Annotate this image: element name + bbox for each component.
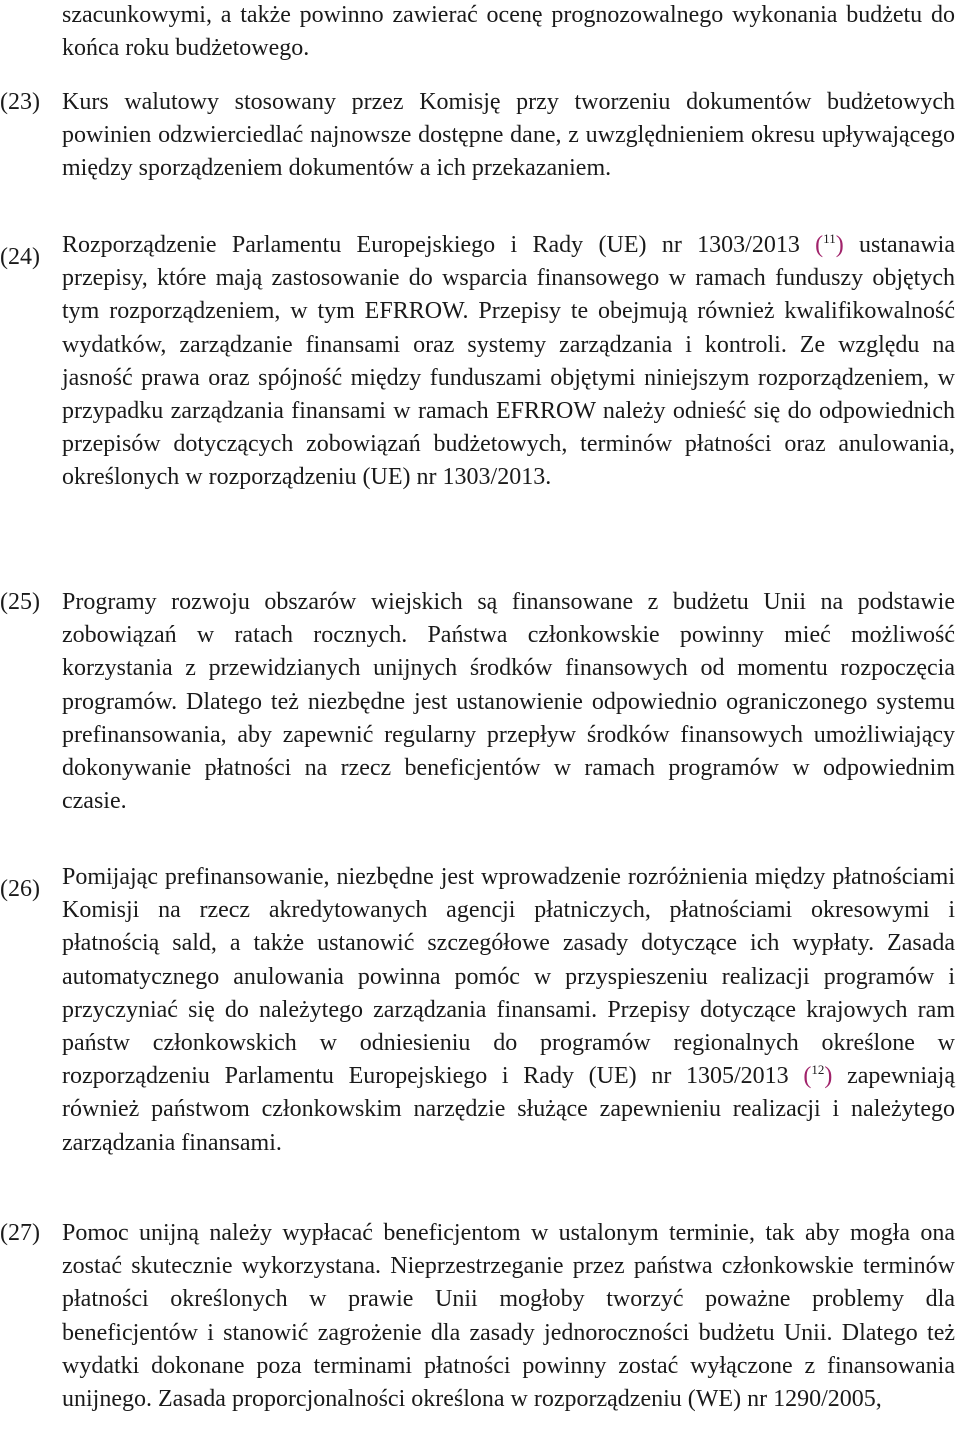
recital-text: Rozporządzenie Parlamentu Europejskiego i Rady (UE) nr 1303/2013 ($^{11}$) ustanawia przepisy, które mają zastosowanie do wsparcia finansowego w ramach funduszy objętych tym rozporządzeniem, w tym EFRROW. Przepisy te obejmują również kwalifikowalność wydatków, zarządzanie finansami oraz systemy zarządzania i kontroli. Ze względu na jasność prawa oraz spójność między funduszami objętymi niniejszym rozporządzeniem, w przypadku zarządzania finansami w ramach EFRROW należy odnieść się do odpowiednich przepisów dotyczących zobowiązań budżetowych, terminów płatności oraz anulowania, określonych w rozporządzeniu (UE) nr 1303/2013. xyxy=(62,231,956,491)
recital-number: (25) xyxy=(0,589,40,615)
recital-number: (27) xyxy=(0,1220,40,1246)
recital-text-part: zapewniają również państwom członkowskim narzędzie służące zapewnieniu realizacji i należytego zarządzania finansami. xyxy=(62,1063,955,1156)
recital-text-part: Rozporządzenie Parlamentu Europejskiego i Rady (UE) nr 1303/2013 xyxy=(62,232,816,258)
recital-text: Pomijając prefinansowanie, niezbędne jest wprowadzenie rozróżnienia między płatnościami Komisji na rzecz akredytowanych agencji płatniczych, płatnościami okresowymi i płatnością sald, a także ustanowić szczegółowe zasady dotyczące ich wypłaty. Zasada automatycznego anulowania powinna pomóc w przyspieszeniu realizacji programów i przyczyniać się do należytego zarządzania finansami. Przepisy dotyczące krajowych ram państw członkowskich w odniesieniu do programów regionalnych określone w rozporządzeniu Parlamentu Europejskiego i Rady (UE) nr 1305/2013 ($^{12}$) zapewniają również państwom członkowskim narzędzie służące zapewnieniu realizacji i należytego zarządzania finansami. xyxy=(62,864,955,1156)
recital-text-part: Pomijając prefinansowanie, niezbędne jest wprowadzenie rozróżnienia między płatnościami Komisji na rzecz akredytowanych agencji płatniczych, płatnościami okresowymi i płatnością sald, a także ustanowić szczegółowe zasady dotyczące ich wypłaty. Zasada automatycznego anulowania powinna pomóc w przyspieszeniu realizacji programów i przyczyniać się do należytego zarządzania finansami. Przepisy dotyczące krajowych ram państw członkowskich w odniesieniu do programów regionalnych określone w rozporządzeniu Parlamentu Europejskiego i Rady (UE) nr 1305/2013 xyxy=(62,864,955,1090)
recital-number: (26) xyxy=(0,876,40,902)
footnote-reference[interactable]: 11 xyxy=(823,231,836,246)
recital-number: (23) xyxy=(0,89,40,115)
recital-text: Programy rozwoju obszarów wiejskich są finansowane z budżetu Unii na podstawie zobowiązań w ratach rocznych. Państwa członkowskie powinny mieć możliwość korzystania z przewidzianych unijnych środków finansowych od momentu rozpoczęcia programów. Dlatego też niezbędne jest ustanowienie odpowiednio ograniczonego systemu prefinansowania, aby zapewnić regularny przepływ środków finansowych umożliwiający dokonywanie płatności na rzecz beneficjentów w ramach programów w odpowiednim czasie. xyxy=(62,589,955,815)
continuation-paragraph: szacunkowymi, a także powinno zawierać ocenę prognozowalnego wykonania budżetu do końca roku budżetowego. xyxy=(62,2,955,62)
footnote-reference[interactable]: 12 xyxy=(811,1062,825,1078)
recital-text-part: ustanawia przepisy, które mają zastosowanie do wsparcia finansowego w ramach funduszy objętych tym rozporządzeniem, w tym EFRROW. Przepisy te obejmują również kwalifikowalność wydatków, zarządzanie finansami oraz systemy zarządzania i kontroli. Ze względu na jasność prawa oraz spójność między funduszami objętymi niniejszym rozporządzeniem, w przypadku zarządzania finansami w ramach EFRROW należy odnieść się do odpowiednich przepisów dotyczących zobowiązań budżetowych, terminów płatności oraz anulowania, określonych w rozporządzeniu (UE) nr 1303/2013. xyxy=(62,232,956,491)
recital-number: (24) xyxy=(0,244,40,270)
recital-text: Pomoc unijną należy wypłacać beneficjentom w ustalonym terminie, tak aby mogła ona zostać skutecznie wykorzystana. Nieprzestrzeganie przez państwa członkowskie terminów płatności określonych w prawie Unii mogłoby tworzyć poważne problemy dla beneficjentów i stanowić zagrożenie dla zasady jednoroczności budżetu Unii. Dlatego też wydatki dokonane poza terminami płatności powinny zostać wyłączone z finansowania unijnego. Zasada proporcjonalności określona w rozporządzeniu (WE) nr 1290/2005, xyxy=(62,1220,955,1413)
recital-text: Kurs walutowy stosowany przez Komisję przy tworzeniu dokumentów budżetowych powinien odzwierciedlać najnowsze dostępne dane, z uwzględnieniem okresu upływającego między sporządzeniem dokumentów a ich przekazaniem. xyxy=(62,89,955,182)
